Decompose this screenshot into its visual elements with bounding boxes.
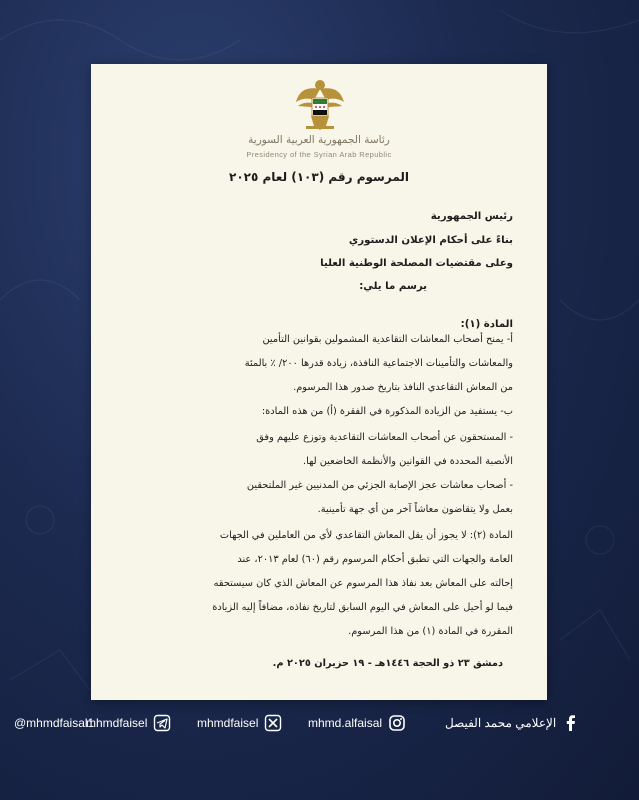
article-2-line-2: العامة والجهات التي تطبق أحكام المرسوم رقم (٦٠) لعام ٢٠١٣، عند bbox=[237, 554, 513, 565]
bullet-1-line-2: الأنصبة المحددة في القوانين والأنظمة الخاضعين لها. bbox=[303, 456, 513, 467]
instagram-label: mhmd.alfaisal bbox=[308, 716, 383, 730]
telegram-handle[interactable] bbox=[86, 712, 171, 734]
facebook-icon bbox=[562, 714, 580, 732]
telegram-label: mhmdfaisel bbox=[86, 716, 148, 730]
telegram-icon bbox=[153, 714, 171, 732]
article-2-line-3: إحالته على المعاش بعد نفاذ هذا المرسوم عن المعاش الذي كان سيستحقه bbox=[213, 578, 513, 589]
x-label: mhmdfaisel bbox=[197, 716, 259, 730]
bullet-1-line-1: - المستحقون عن أصحاب المعاشات التقاعدية وتوزع عليهم وفق bbox=[256, 432, 513, 443]
article-1-a-line-2: والمعاشات والتأمينات الاجتماعية النافذة، زيادة قدرها ٢٠٠/ ٪ بالمئة bbox=[244, 358, 513, 369]
threads-handle[interactable] bbox=[14, 712, 94, 734]
threads-label: @mhmdfaisal1 bbox=[14, 716, 95, 730]
x-icon bbox=[264, 714, 282, 732]
instagram-handle[interactable] bbox=[308, 712, 406, 734]
social-footer bbox=[0, 700, 639, 746]
bullet-2-line-1: - أصحاب معاشات عجز الإصابة الجزئي من المدنيين غير الملتحقين bbox=[246, 480, 513, 491]
facebook-label: الإعلامي محمد الفيصل bbox=[445, 716, 557, 730]
decrees-line: يرسم ما يلي: bbox=[359, 281, 427, 292]
presidency-english: Presidency of the Syrian Arab Republic bbox=[246, 150, 392, 159]
eagle-emblem-icon bbox=[295, 76, 345, 132]
facebook-handle[interactable] bbox=[445, 712, 580, 734]
instagram-icon bbox=[388, 714, 406, 732]
article-1-a-line-3: من المعاش التقاعدي النافذ بتاريخ صدور هذا المرسوم. bbox=[293, 382, 513, 393]
decree-title: المرسوم رقم (١٠٣) لعام ٢٠٢٥ bbox=[229, 170, 409, 184]
issuer: رئيس الجمهورية bbox=[430, 211, 513, 222]
article-2-line-4: فيما لو أحيل على المعاش في اليوم السابق لتاريخ نفاذه، مضافاً إليه الزيادة bbox=[212, 602, 513, 613]
article-2-line-5: المقررة في المادة (١) من هذا المرسوم. bbox=[348, 626, 513, 637]
bullet-2-line-2: بعمل ولا يتقاضون معاشاً آخر من أي جهة تأمينية. bbox=[317, 504, 513, 515]
basis-line-1: بناءً على أحكام الإعلان الدستوري bbox=[348, 235, 513, 246]
decree-page bbox=[91, 64, 547, 700]
article-1-b: ب- يستفيد من الزيادة المذكورة في الفقرة (أ) من هذه المادة: bbox=[261, 406, 513, 417]
article-1-a-line-1: أ- يمنح أصحاب المعاشات التقاعدية المشمولين بقوانين التأمين bbox=[262, 334, 513, 345]
article-2-line-1: المادة (٢): لا يجوز أن يقل المعاش التقاعدي لأي من العاملين في الجهات bbox=[219, 530, 513, 541]
basis-line-2: وعلى مقتضيات المصلحة الوطنية العليا bbox=[320, 258, 513, 269]
x-handle[interactable] bbox=[197, 712, 282, 734]
date-line: دمشق ٢٣ ذو الحجة ١٤٤٦هـ - ١٩ حزيران ٢٠٢٥ م. bbox=[272, 658, 503, 669]
article-1-heading: المادة (١): bbox=[460, 319, 513, 330]
presidency-arabic: رئاسة الجمهورية العربية السورية bbox=[248, 134, 390, 146]
